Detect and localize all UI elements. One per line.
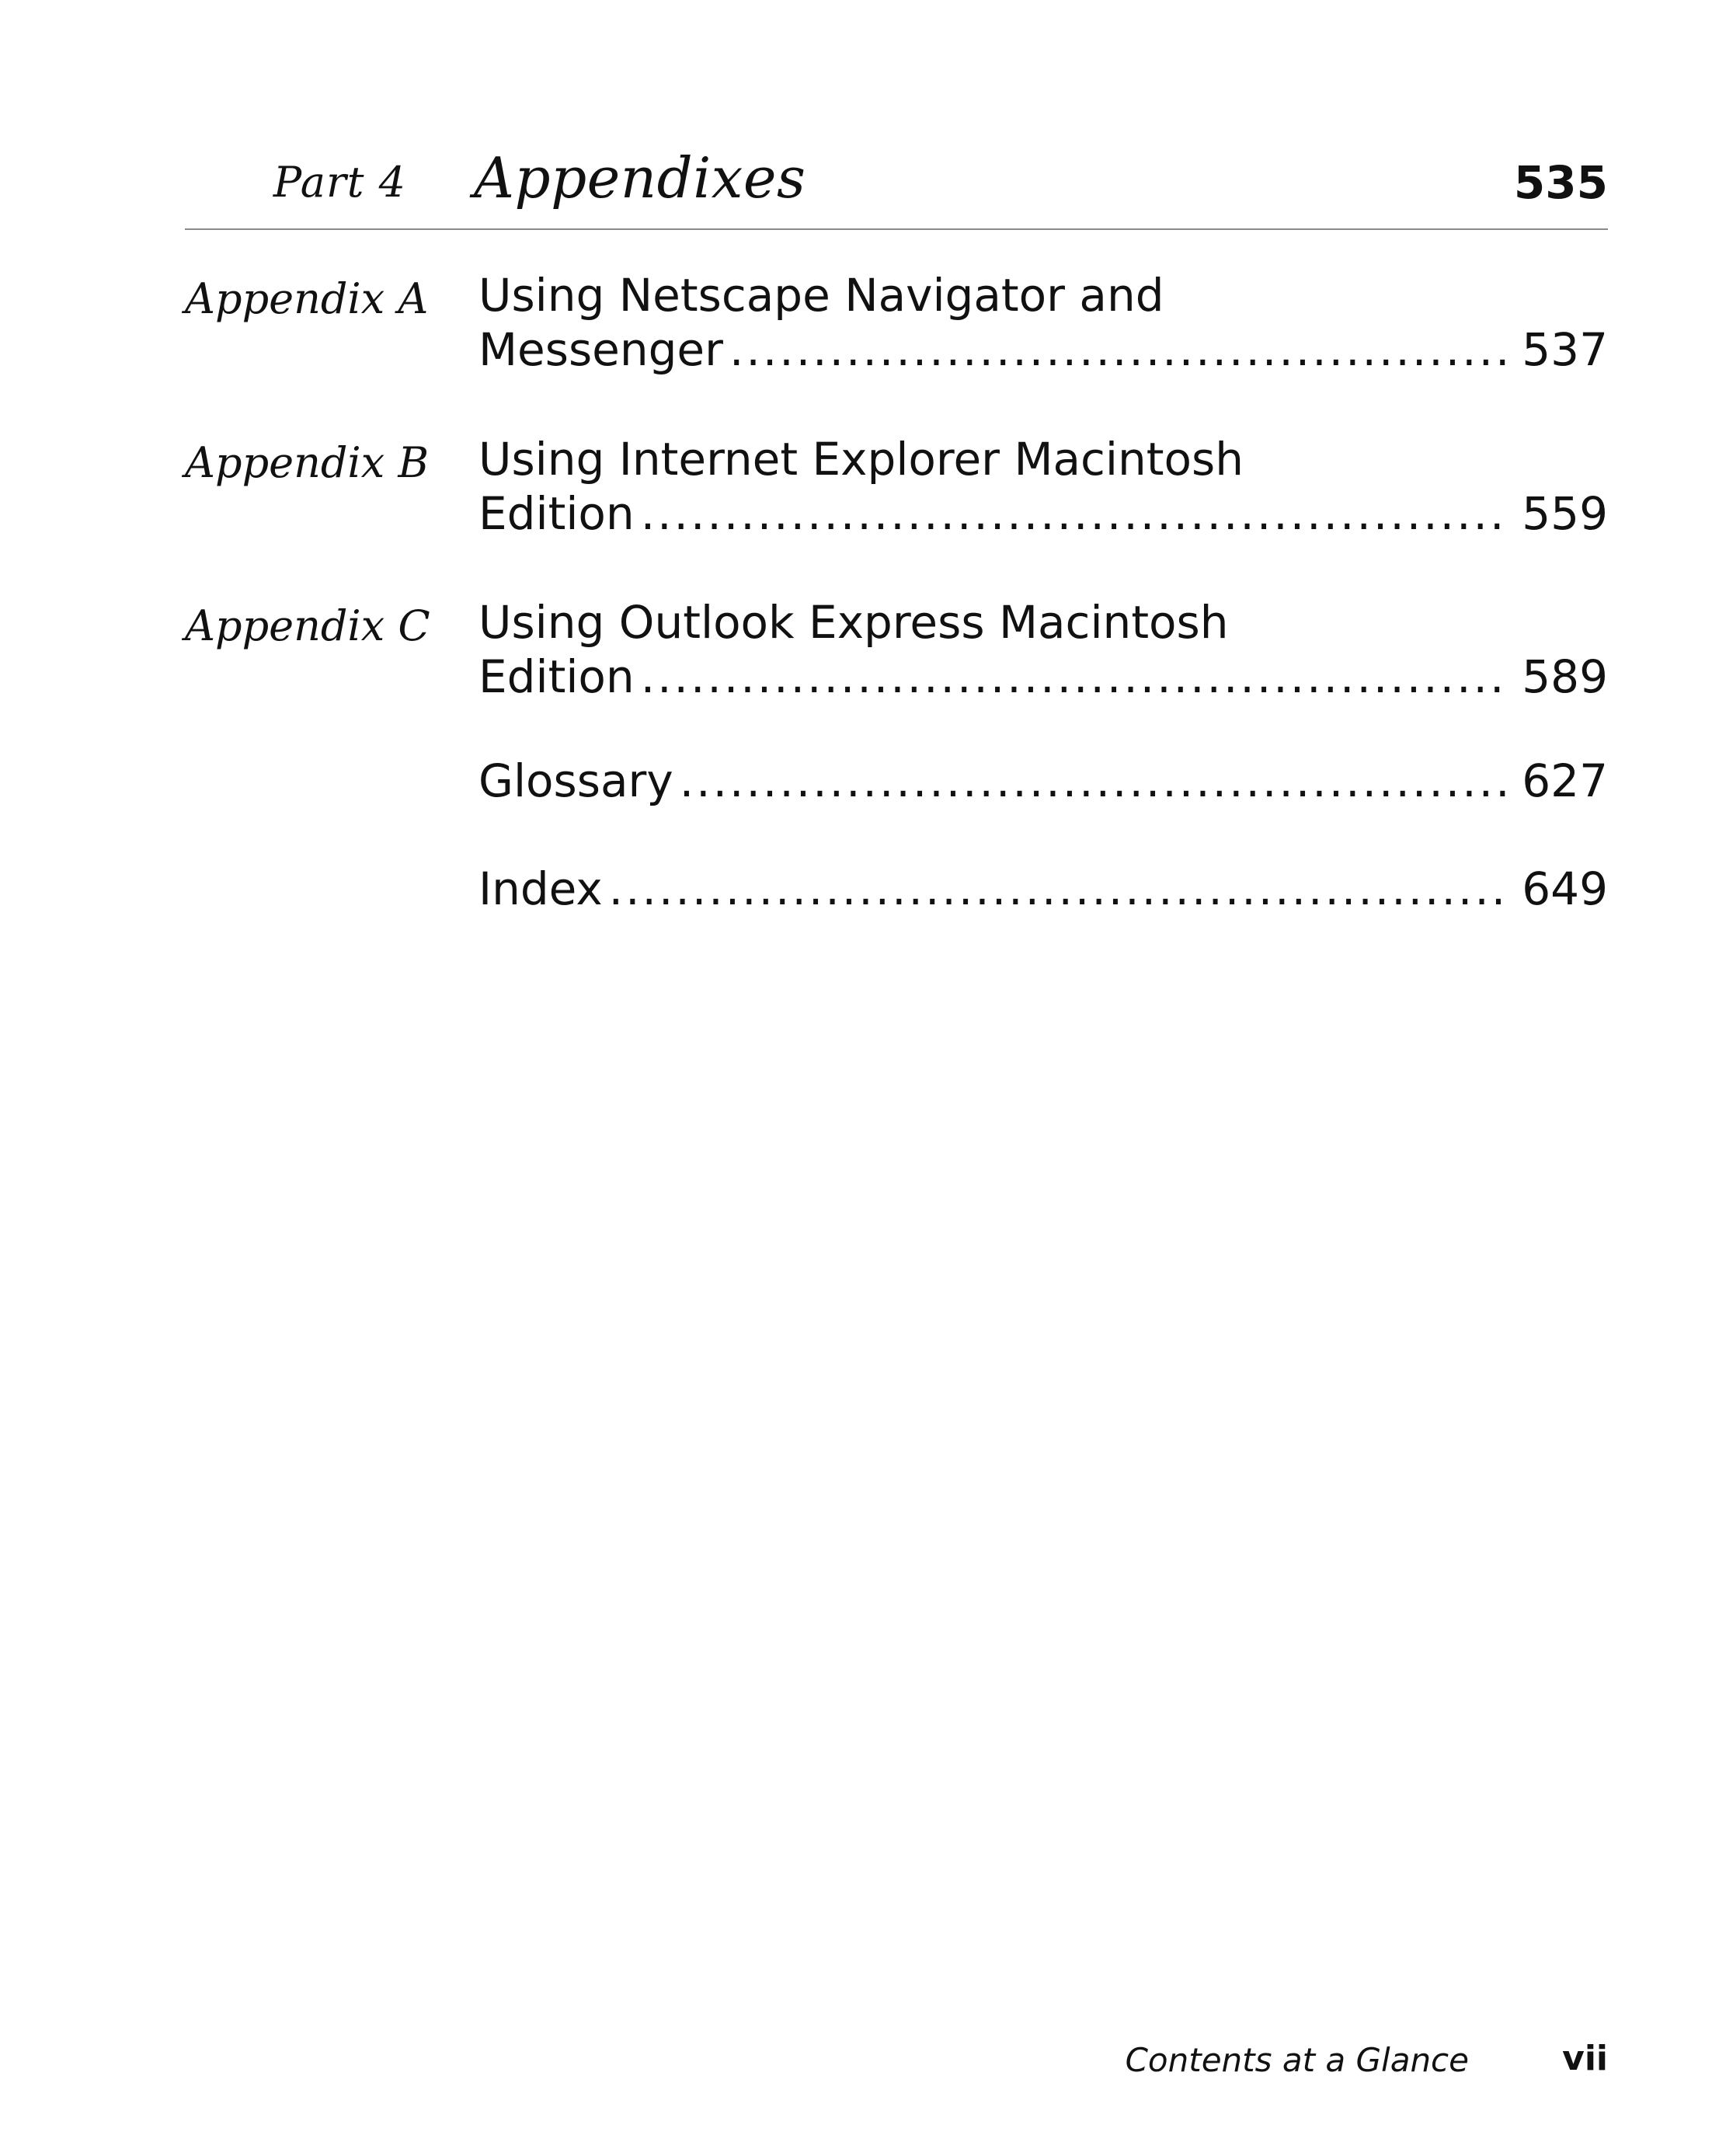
entry-title-line: Index xyxy=(478,862,603,915)
entry-title-line: Edition xyxy=(478,650,635,703)
entry-page-number: 589 xyxy=(1522,650,1608,703)
entry-page-number: 537 xyxy=(1522,323,1608,376)
part-header xyxy=(185,144,1608,229)
part-title[interactable]: Appendixes xyxy=(474,145,806,211)
dot-leader xyxy=(641,650,1510,704)
dot-leader xyxy=(729,322,1509,377)
footer-page-number: vii xyxy=(1562,2039,1608,2078)
header-divider xyxy=(185,228,1608,230)
entry-title-line: Messenger xyxy=(478,323,723,376)
dot-leader xyxy=(680,754,1510,808)
entry-title[interactable] xyxy=(478,595,1608,704)
entry-leader-line xyxy=(478,650,1608,704)
entry-label: Appendix A xyxy=(185,274,429,323)
entry-leader-line xyxy=(478,486,1608,541)
dot-leader xyxy=(609,862,1510,916)
entry-page-number: 627 xyxy=(1522,754,1608,807)
entry-page-number: 649 xyxy=(1522,862,1608,915)
part-label: Part 4 xyxy=(273,158,406,207)
entry-title[interactable] xyxy=(478,432,1608,541)
entry-title[interactable] xyxy=(478,268,1608,377)
entry-leader-line xyxy=(478,862,1608,916)
entry-title-line: Using Outlook Express Macintosh xyxy=(478,596,1229,649)
entry-title-line: Using Internet Explorer Macintosh xyxy=(478,433,1244,486)
entry-leader-line xyxy=(478,754,1608,808)
entry-label: Appendix B xyxy=(185,438,430,487)
dot-leader xyxy=(641,486,1510,541)
entry-title[interactable] xyxy=(478,862,1608,916)
part-page-number: 535 xyxy=(1513,156,1608,209)
entry-page-number: 559 xyxy=(1522,487,1608,540)
entry-label: Appendix C xyxy=(185,601,430,650)
footer-running-title: Contents at a Glance xyxy=(1125,2041,1469,2079)
entry-leader-line xyxy=(478,322,1608,377)
entry-title[interactable] xyxy=(478,754,1608,808)
entry-title-line: Using Netscape Navigator and xyxy=(478,269,1164,322)
entry-title-line: Glossary xyxy=(478,754,673,807)
entry-title-line: Edition xyxy=(478,487,635,540)
